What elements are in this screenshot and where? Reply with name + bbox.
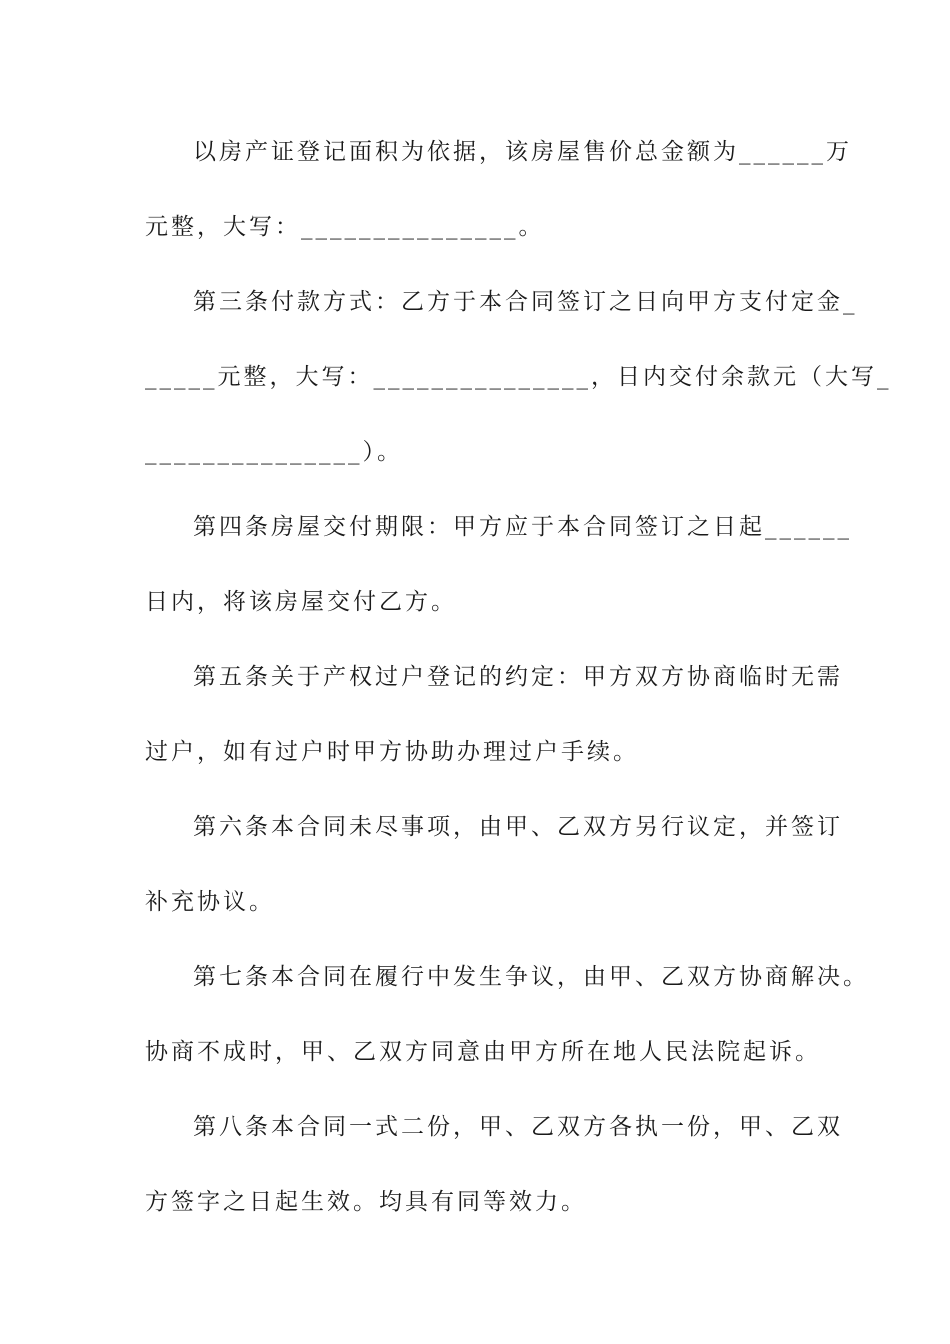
paragraph-line: 元整，大写：_______________。 [145,214,545,240]
paragraph-line: 第七条本合同在履行中发生争议，由甲、乙双方协商解决。 [193,964,869,990]
paragraph-line: 以房产证登记面积为依据，该房屋售价总金额为______万 [193,139,852,165]
paragraph-line: 日内，将该房屋交付乙方。 [145,589,457,615]
paragraph-line: 第六条本合同未尽事项，由甲、乙双方另行议定，并签订 [193,814,843,840]
paragraph-line: 第五条关于产权过户登记的约定：甲方双方协商临时无需 [193,664,843,690]
paragraph-line: 方签字之日起生效。均具有同等效力。 [145,1189,587,1215]
paragraph-line: _____元整，大写：_______________，日内交付余款元（大写_ [145,364,892,390]
paragraph-line: 协商不成时，甲、乙双方同意由甲方所在地人民法院起诉。 [145,1039,821,1065]
paragraph-line: 第四条房屋交付期限：甲方应于本合同签订之日起______ [193,514,852,540]
paragraph-line: 过户，如有过户时甲方协助办理过户手续。 [145,739,639,765]
paragraph-line: 补充协议。 [145,889,275,915]
paragraph-line: 第八条本合同一式二份，甲、乙双方各执一份，甲、乙双 [193,1114,843,1140]
paragraph-line: _______________）。 [145,439,403,465]
paragraph-line: 第三条付款方式：乙方于本合同签订之日向甲方支付定金_ [193,289,858,315]
